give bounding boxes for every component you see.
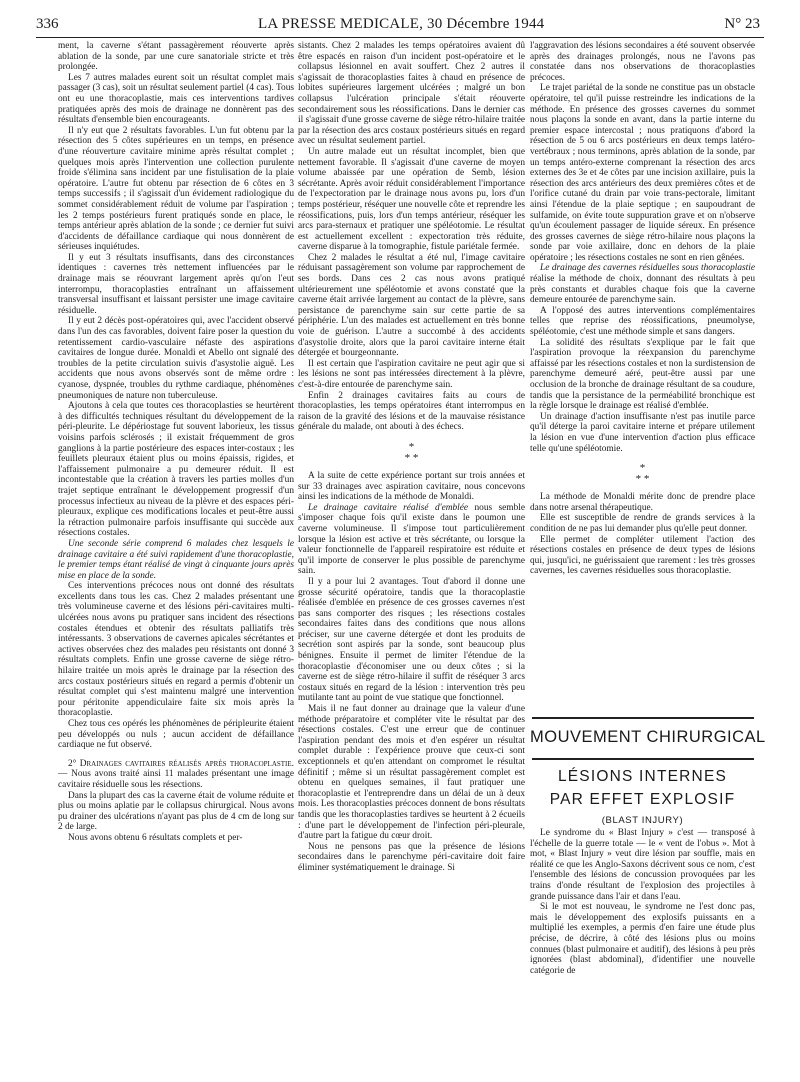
section-rule-bottom	[532, 758, 754, 760]
paragraph: La méthode de Monaldi mérite donc de prendre place dans notre arsenal thérapeutique.	[530, 492, 755, 513]
article-body	[530, 828, 755, 1068]
paragraph: A la suite de cette expérience portant sur trois années et sur 33 drainages avec aspiration cavitaire, nous concevons ainsi les indications de la méthode de Monaldi.	[298, 470, 525, 503]
paragraph: A l'opposé des autres interventions complémentaires telles que reprise des réossifications, pneumolyse, spéléotomie, c'est une méthode simple et sans dangers.	[530, 305, 755, 338]
paragraph: sistants. Chez 2 malades les temps opératoires avaient dû être espacés en raison d'un incident post-opératoire et le collapsus lésionnel en avait souffert. Chez 2 autres il s'agissait de thoracoplasties faites à chaud en présence de lobites supérieures largement ulcérées ; malgré un bon collapsus l'ulcération principale s'était réouverte secondairement sous les réossifications. Dans le dernier cas il s'agissait d'une grosse caverne de siège rétro-hilaire traitée par la résection des arcs costaux postérieurs situés en regard avec un résultat seulement partiel.	[298, 41, 525, 147]
paragraph: Mais il ne faut donner au drainage que la valeur d'une méthode préparatoire et compléter vite le résultat par des résections costales. C'est une erreur que de continuer l'aspiration pendant des mois et d'en espérer un résultat complet durable : l'expérience prouve que ceux-ci sont exceptionnels et qu'en attendant on compromet le résultat définitif ; même si un résultat passagèrement complet est obtenu en quelques semaines, il faut pratiquer une thoracoplastie et l'entreprendre dans un délai de un à deux mois. Les thoracoplasties précoces donnent de bons résultats tandis que les thoracoplasties tardives se heurtent à 2 écueils : d'une part le développement de l'infection péri-pleurale, d'autre part la fatigue du cœur droit.	[298, 704, 525, 842]
paragraph: Chez 2 malades le résultat a été nul, l'image cavitaire réduisant passagèrement son volume par rapprochement de ses bords. Dans ces 2 cas nous avons pratiqué ultérieurement une spéléotomie et avons constaté que la caverne était arrivée largement au contact de la plèvre, sans persistance de parenchyme sain sur cette partie de sa périphérie. L'un des malades est actuellement en très bonne voie de guérison. L'autre a succombé à des accidents d'asystolie droite, alors que la paroi cavitaire interne était détergée et bourgeonnante.	[298, 252, 525, 359]
paragraph: Dans la plupart des cas la caverne était de volume réduite et plus ou moins aplatie par le collapsus chirurgical. Nous avons pu drainer des ulcérations n'ayant pas plus de 4 cm de long sur 2 de large.	[58, 790, 294, 833]
italic-lead: Le drainage des cavernes résiduelles sous thoracoplastie	[540, 263, 755, 274]
paragraph: Chez tous ces opérés les phénomènes de péripleurite étaient peu développés ou nuls ; aucun accident de défaillance cardiaque ne fut observé.	[58, 719, 294, 751]
paragraph-italic	[58, 539, 294, 581]
paragraph: Il y eut 3 résultats insuffisants, dans des circonstances identiques : cavernes très nettement influencées par le drainage mais se réouvrant largement après qu'on l'eut interrompu, thoracoplasties entraînant un affaissement transversal insuffisant et laissant persister une image cavitaire résiduelle.	[58, 252, 294, 316]
subsection-heading: 2° Drainages cavitaires réalisés après thoracoplastie.	[68, 758, 294, 769]
paragraph: Le syndrome du « Blast Injury » c'est — transposé à l'échelle de la guerre totale — le « vent de l'obus ». Mot à mot, « Blast Injury » veut dire lésion par souffle, mais en réalité ce que les Anglo-Saxons décrivent sous ce nom, c'est l'ensemble des lésions de concussion provoquées par les trains d'onde résultant de l'explosion des projectiles à grande puissance dans l'air et dans l'eau.	[530, 828, 755, 902]
paragraph: Un drainage d'action insuffisante n'est pas inutile parce qu'il déterge la paroi cavitaire interne et prépare utilement la lésion en vue d'une intervention d'action plus efficace telle qu'une spéléotomie.	[530, 411, 755, 454]
paragraph: Ajoutons à cela que toutes ces thoracoplasties se heurtèrent à des difficultés techniques résultant du développement de la péri-pleurite. Le dépériostage fut souvent laborieux, les tissus voisins parfois sclérosés ; il existait fréquemment de gros ganglions à la partie postérieure des espaces inter-costaux ; les feuillets pleuraux étaient plus ou moins épaissis, rigides, et l'affaissement pulmonaire a pu demeurer réduit. Il est incontestable que la création à travers les parties molles d'un trajet septique entraînant le développement progressif d'un processus infectieux au niveau de la plèvre et des espaces péri-pleuraux, explique ces modifications locales et peut-être aussi la rétraction pulmonaire parfois insuffisante qui succède aux résections costales.	[58, 401, 294, 539]
paragraph: Nous avons obtenu 6 résultats complets et per-	[68, 832, 243, 843]
section-title: MOUVEMENT CHIRURGICAL	[530, 728, 766, 746]
paragraph: l'aggravation des lésions secondaires a été souvent observée après des drainages prolongés, nous ne l'avons pas constatée dans nos observations de thoracoplasties précoces.	[530, 41, 755, 83]
paragraph: Il est certain que l'aspiration cavitaire ne peut agir que si les lésions ne sont pas intéressées directement à la plèvre, c'est-à-dire entourée de parenchyme sain.	[298, 358, 525, 390]
paragraph: Le drainage des cavernes résiduelles sous thoracoplastie réalise la méthode de choix, donnant des résultats à peu près constants et durables chaque fois que la caverne demeure entourée de parenchyme sain.	[530, 263, 755, 306]
paragraph: ment, la caverne s'étant passagèrement réouverte après ablation de la sonde, par une cure sanatoriale stricte et très prolongée.	[58, 41, 294, 73]
article-subtitle: (BLAST INJURY)	[601, 815, 684, 826]
italic-lead: Le drainage cavitaire réalisé d'emblée	[308, 502, 469, 513]
text-column-3	[530, 41, 755, 707]
text-column-1	[58, 41, 294, 1051]
header-rule	[36, 37, 764, 38]
paragraph: Il y a pour lui 2 avantages. Tout d'abord il donne une grosse sécurité opératoire, tandis que la thoracoplastie réalisée d'emblée en présence de ces grosses cavernes n'est pas sans comporter des risques ; les résections costales secondaires faites dans des conditions que nous allons préciser, sur une caverne détergée et dont les produits de secrétion sont aspirés par la sonde, sont beaucoup plus bénignes. Ensuite il permet de limiter l'étendue de la thoracoplastie d'économiser une ou deux côtes ; si la caverne est de siège rétro-hilaire il suffit de réséquer 3 arcs costaux situés en regard de la lésion : intervention très peu mutilante tant au point de vue statique que fonctionnel.	[298, 576, 525, 704]
text-column-2	[298, 41, 525, 1051]
paragraph: Un autre malade eut un résultat incomplet, bien que nettement favorable. Il s'agissait d'une caverne de moyen volume abaissée par une opération de Semb, lésion sécrétante. Après avoir réduit considérablement l'importance de l'expectoration par le drainage nous avons pu, lors d'un temps postérieur, réséquer une nouvelle côte et reprendre les réossifications, puis, lors d'un temps antérieur, réséquer les arcs para-sternaux et pratiquer une spéléotomie. Le résultat est actuellement excellent : expectoration très réduite, caverne disparue à la tomographie, fistule pariétale fermée.	[298, 146, 525, 253]
section-separator-stars: * * *	[404, 440, 419, 464]
page-number: 336	[36, 16, 59, 32]
article-title-line-2: PAR EFFET EXPLOSIF	[549, 791, 736, 808]
issue-number: N° 23	[724, 16, 760, 32]
paragraph: Il n'y eut que 2 résultats favorables. L'un fut obtenu par la résection des 5 côtes supérieures en un temps, en présence d'une réouverture cavitaire minime après résultat complet ; quelques mois après l'intervention une collection purulente froide s'élimina sans incident par une fistulisation de la plaie opératoire. L'autre fut obtenu par résection de 6 côtes en 3 temps successifs ; il s'agissait d'un évidement radiologique du sommet considérablement réduit de volume par l'aspiration ; les 2 temps postérieurs furent pratiqués sonde en place, le temps antérieur après ablation de la sonde ; ce dernier fut suivi d'accidents de défaillance cardiaque qui nous donnèrent de sérieuses inquiétudes.	[58, 125, 294, 253]
paragraph: Elle est susceptible de rendre de grands services à la condition de ne pas lui demander plus qu'elle peut donner.	[530, 513, 755, 534]
section-rule-top	[532, 717, 754, 719]
paragraph: Elle permet de compléter utilement l'action des résections costales en présence de deux types de lésions qui, jusqu'ici, ne guérissaient que rarement : les très grosses cavernes, les cavernes résiduelles sous thoracoplastie.	[530, 534, 755, 577]
subsection-text: — Nous avons traité ainsi 11 malades présentant une image cavitaire résiduelle sous les résections.	[58, 769, 294, 790]
paragraph: Enfin 2 drainages cavitaires faits au cours de thoracoplasties, les temps opératoires étant interrompus en raison de la gravité des lésions et de la mauvaise résistance générale du malade, ont abouti à des échecs.	[298, 390, 525, 433]
article-title-line-1: LÉSIONS INTERNES	[557, 768, 728, 785]
italic-text: Une seconde série comprend 6 malades chez lesquels le drainage cavitaire a été suivi rapidement d'une thoracoplastie, le premier temps étant réalisé de vingt à cinquante jours après mise en place de la sonde.	[58, 538, 294, 581]
paragraph: Il y eut 2 décès post-opératoires qui, avec l'accident observé dans l'un des cas favorables, doivent faire poser la question du retentissement cardio-vasculaire néfaste des aspirations cavitaires de longue durée. Monaldi et Abello ont signalé des troubles de la petite circulation suivis d'asystolie aiguë. Les accidents que nous avons observés sont de même ordre : cyanose, dyspnée, troubles du rythme cardiaque, phénomènes pneumoniques de nature non tuberculeuse.	[58, 316, 294, 401]
paragraph: Le drainage cavitaire réalisé d'emblée nous semble s'imposer chaque fois qu'il existe dans le poumon une caverne volumineuse. Il s'impose tout particulièrement lorsque la lésion est active et très sécrétante, ou lorsque la valeur fonctionnelle de l'appareil respiratoire est réduite et qu'il importe de conserver le plus possible de parenchyme sain.	[298, 502, 525, 577]
subsection-paragraph	[58, 759, 294, 791]
paragraph: Si le mot est nouveau, le syndrome ne l'est donc pas, mais le développement des explosifs puissants en a multiplié les exemples, a permis d'en faire une étude plus précise, de décrire, à côté des lésions plus ou moins connues (blast pulmonaire et auditif), des lésions à peu près ignorées (blast abdominal), d'identifier une nouvelle catégorie de	[530, 902, 755, 976]
paragraph: La solidité des résultats s'explique par le fait que l'aspiration provoque la réexpansion du parenchyme affaissé par les résections costales et non la surdistension de parenchyme demeuré aéré, peut-être aussi par une occlusion de la bronche de drainage résultant de sa coudure, tandis que la persistance de la perméabilité bronchique est la règle lorsque le drainage est réalisé d'emblée.	[530, 337, 755, 412]
section-separator-stars: * * *	[635, 462, 650, 486]
paragraph: Ces interventions précoces nous ont donné des résultats excellents dans tous les cas. Chez 2 malades présentant une très volumineuse caverne et des lésions péri-cavitaires multi-ulcérées nous avons pu pratiquer sans incident des résections costales étendues et obtenir des résultats palliatifs très intéressants. 3 observations de cavernes apicales sécrétantes et actives observées chez des malades peu résistants ont donné 3 résultats complets. Enfin une grosse caverne de siège rétro-hilaire traitée un mois après le drainage par la résection des arcs costaux postérieurs situés en regard a permis d'obtenir un résultat complet qui s'est maintenu malgré une intervention pour péritonite appendiculaire faite six mois après la thoracoplastie.	[58, 581, 294, 719]
paragraph: Nous ne pensons pas que la présence de lésions secondaires dans le parenchyme péri-cavitaire doit faire éliminer systématiquement le drainage. Si	[298, 841, 525, 873]
paragraph: Le trajet pariétal de la sonde ne constitue pas un obstacle opératoire, tel qu'il puisse restreindre les indications de la méthode. En présence des grosses cavernes du sommet nous plaçons la sonde en avant, dans la partie interne du premier espace intercostal ; nous pratiquons d'abord la résection de 5 ou 6 arcs postérieurs en deux temps latéro-vertébraux ; nous terminons, après ablation de la sonde, par un temps antéro-externe comprenant la résection des arcs externes des 3e et 4e côtes par une incision axillaire, puis la résection des arcs antérieurs des deux premières côtes et de l'orifice cutané du drain par voie trans-pectorale, limitant ainsi l'étendue de la plaie septique ; en saupoudrant de sulfamide, on évite toute suppuration grave et on n'observe qu'un écoulement passager de liquide séreux. En présence des grosses cavernes de siège rétro-hilaire nous plaçons la sonde par voie axillaire, donc en dehors de la plaie opératoire ; les résections costales ne sont en rien gênées.	[530, 83, 755, 263]
paragraph: Les 7 autres malades eurent soit un résultat complet mais passager (3 cas), soit un résultat seulement partiel (4 cas). Tous ont eu une thoracoplastie, mais ces interventions tardives pratiquées après des mois de drainage ne donnèrent pas des résultats d'ensemble bien encourageants.	[58, 72, 294, 126]
journal-title: LA PRESSE MEDICALE, 30 Décembre 1944	[258, 16, 545, 32]
